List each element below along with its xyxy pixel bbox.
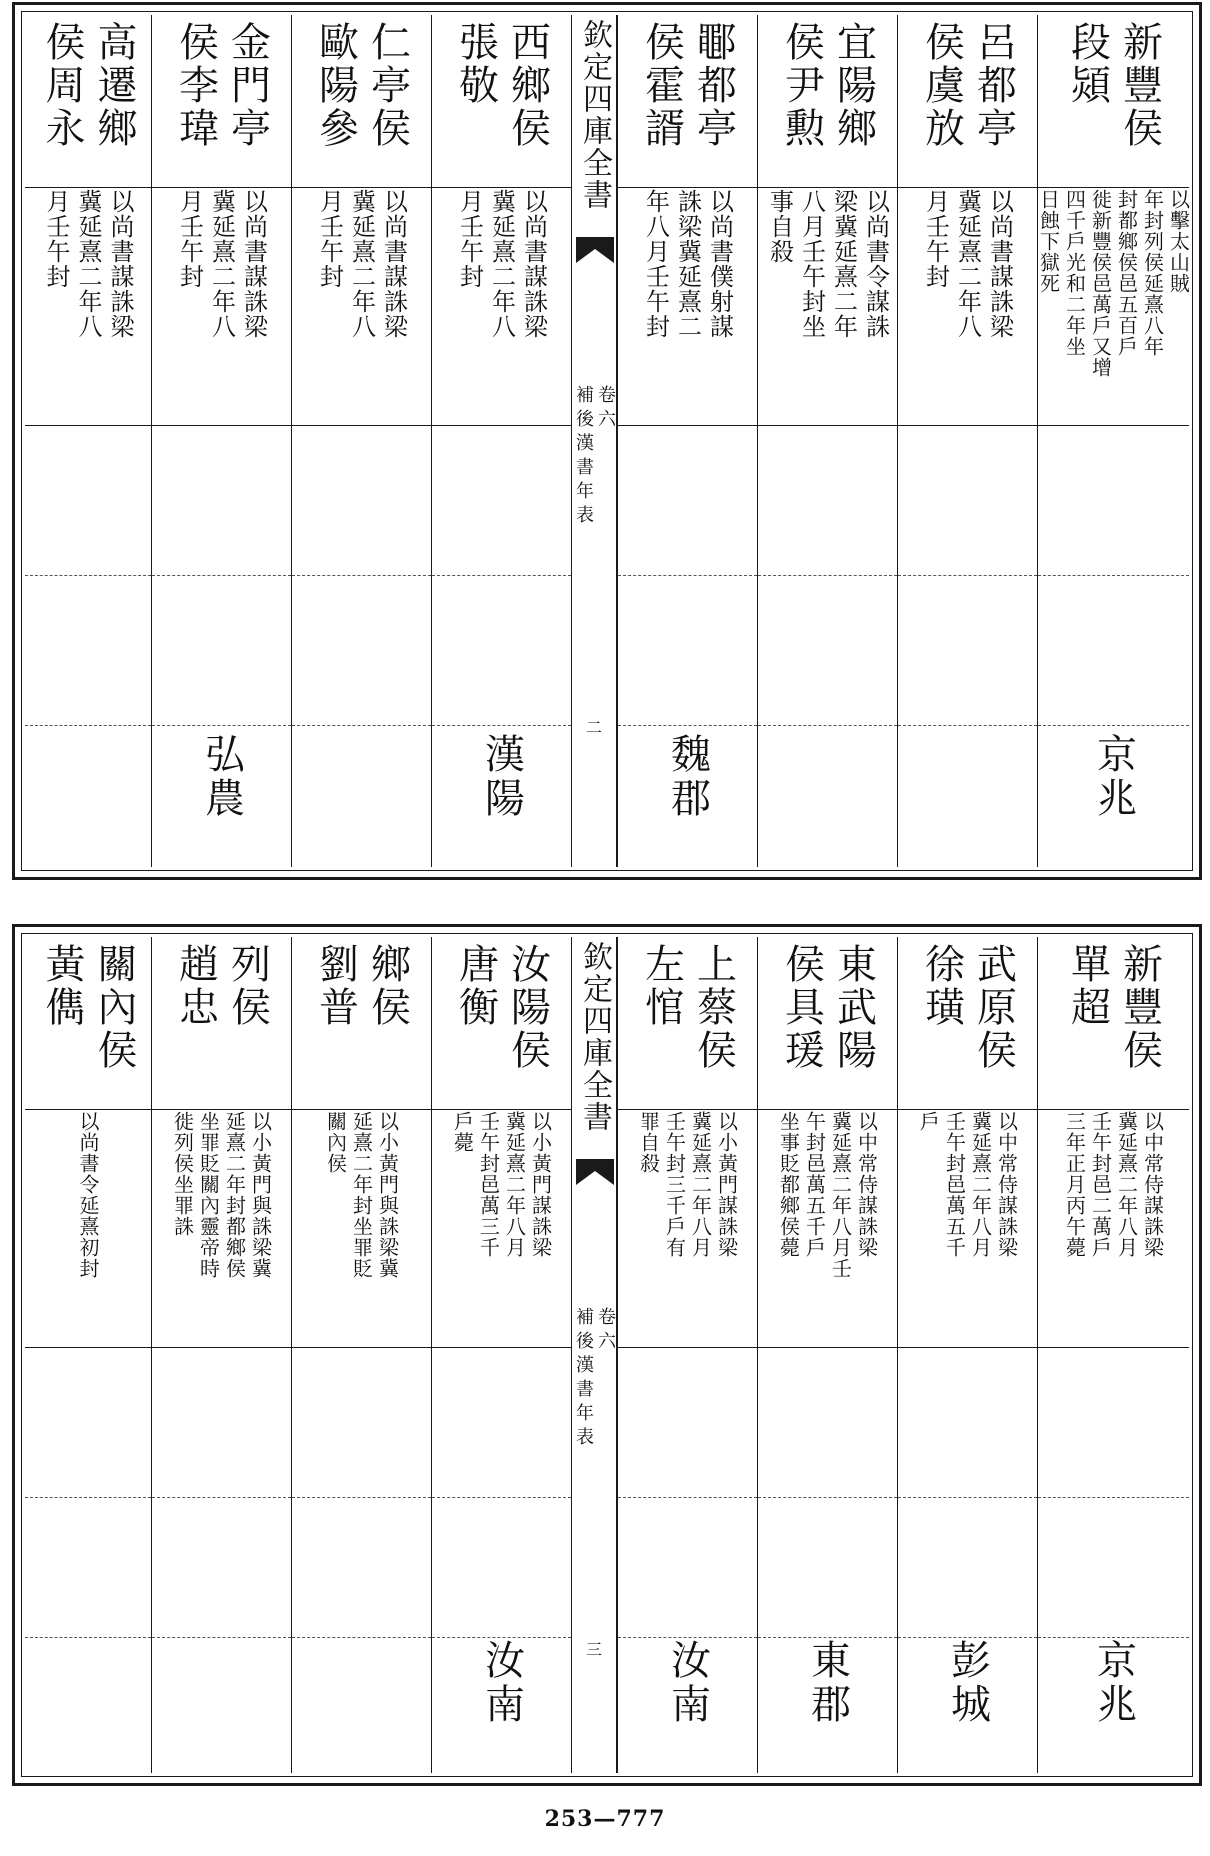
commandery-label: 魏郡: [664, 733, 711, 821]
title-line: 上蔡侯: [690, 943, 737, 1072]
note-line: 日蝕下獄死: [1036, 189, 1061, 294]
note-line: 冀延熹二年八月: [502, 1111, 527, 1258]
note-line: 月壬午封: [42, 189, 70, 289]
note-line: 戶: [916, 1111, 941, 1132]
enfeoffment-note: [764, 1111, 891, 1361]
title-line: 武原侯: [970, 943, 1017, 1072]
title-line: 侯霍諝: [638, 21, 685, 150]
row-divider: [25, 187, 151, 188]
fishtail-mark-icon: [576, 237, 614, 265]
table-column: [1037, 15, 1189, 867]
table-column: [25, 15, 151, 867]
note-line: 冀延熹二年八: [207, 189, 236, 339]
table-column: [291, 937, 431, 1773]
row-divider: [898, 1109, 1037, 1110]
marquis-title: [622, 21, 753, 181]
title-line: 仁亭侯: [364, 21, 411, 150]
note-line: 以尚書僕射謀: [705, 189, 734, 339]
table-column: [431, 937, 571, 1773]
note-line: 冀延熹二年八: [347, 189, 376, 339]
commandery-label: 汝南: [478, 1639, 525, 1727]
note-line: 月壬午封: [921, 189, 950, 289]
enfeoffment-note: [624, 189, 751, 439]
title-line: 新豐侯: [1116, 943, 1163, 1072]
row-divider: [432, 725, 571, 726]
row-divider: [292, 725, 431, 726]
row-divider: [618, 425, 757, 426]
row-divider: [25, 425, 151, 426]
row-divider: [1038, 725, 1189, 726]
table-column: [1037, 937, 1189, 1773]
row-divider: [1038, 425, 1189, 426]
row-divider: [432, 1347, 571, 1348]
enfeoffment-note: [1036, 189, 1191, 379]
center-gutter: [571, 937, 617, 1773]
marquis-title: [29, 943, 147, 1103]
title-line: 列侯: [224, 943, 271, 1029]
title-line: 呂都亭: [970, 21, 1017, 150]
marquis-title: [436, 21, 567, 181]
note-line: 梁冀延熹二年: [829, 189, 858, 339]
note-line: 延熹二年封都鄉侯: [222, 1111, 247, 1279]
title-line: 唐衡: [452, 943, 499, 1029]
title-line: 段熲: [1064, 21, 1111, 107]
note-line: 坐事貶都鄉侯薨: [776, 1111, 801, 1258]
title-line: 金門亭: [224, 21, 271, 150]
note-line: 壬午封三千戶有: [662, 1111, 687, 1258]
note-line: 冀延熹二年八月: [688, 1111, 713, 1258]
title-line: 張敬: [452, 21, 499, 107]
table-column: [617, 937, 757, 1773]
row-divider: [898, 1347, 1037, 1348]
row-divider: [1038, 1497, 1189, 1498]
row-divider: [618, 1347, 757, 1348]
note-line: 徙新豐侯邑萬戶又增: [1088, 189, 1113, 378]
page-footer-number: 253—777: [544, 1806, 666, 1832]
row-divider: [432, 425, 571, 426]
table-column: [151, 15, 291, 867]
note-line: 午封邑萬五千戶: [802, 1111, 827, 1258]
row-divider: [152, 725, 291, 726]
commandery-label: 彭城: [944, 1639, 991, 1727]
table-column: [291, 15, 431, 867]
row-divider: [292, 1347, 431, 1348]
title-line: 鄳都亭: [690, 21, 737, 150]
row-divider: [432, 575, 571, 576]
row-divider: [898, 1497, 1037, 1498]
enfeoffment-note: [438, 189, 565, 439]
row-divider: [758, 1637, 897, 1638]
enfeoffment-note: [438, 1111, 565, 1361]
commandery-label: 京兆: [1090, 1639, 1137, 1727]
table-column: [151, 937, 291, 1773]
note-line: 冀延熹二年八: [74, 189, 102, 339]
row-divider: [758, 1497, 897, 1498]
row-divider: [618, 575, 757, 576]
note-line: 月壬午封: [455, 189, 484, 289]
note-line: 月壬午封: [175, 189, 204, 289]
note-line: 以尚書謀誅梁: [985, 189, 1014, 339]
title-line: 趙忠: [172, 943, 219, 1029]
note-line: 事自殺: [765, 189, 794, 264]
row-divider: [618, 187, 757, 188]
page-top: [12, 2, 1202, 880]
row-divider: [152, 1637, 291, 1638]
note-line: 以尚書謀誅梁: [106, 189, 134, 339]
note-line: 以尚書令謀誅: [861, 189, 890, 339]
title-line: 單超: [1064, 943, 1111, 1029]
note-line: 壬午封邑二萬戶: [1088, 1111, 1113, 1258]
enfeoffment-note: [764, 189, 891, 439]
table-column: [897, 15, 1037, 867]
table-column: [757, 937, 897, 1773]
marquis-title: [29, 21, 147, 181]
marquis-title: [1042, 943, 1185, 1103]
page-bottom-inner: [25, 937, 1189, 1773]
row-divider: [1038, 1347, 1189, 1348]
note-line: 以小黃門謀誅梁: [528, 1111, 553, 1258]
row-divider: [1038, 187, 1189, 188]
title-line: 鄉侯: [364, 943, 411, 1029]
row-divider: [758, 187, 897, 188]
row-divider: [758, 1347, 897, 1348]
note-line: 以尚書謀誅梁: [379, 189, 408, 339]
gutter-title: 欽定四庫全書: [577, 941, 612, 1133]
row-divider: [432, 187, 571, 188]
enfeoffment-note: [158, 1111, 285, 1361]
marquis-title: [622, 943, 753, 1103]
table-column: [617, 15, 757, 867]
row-divider: [618, 1637, 757, 1638]
title-line: 汝陽侯: [504, 943, 551, 1072]
note-line: 以小黃門與誅梁冀: [248, 1111, 273, 1279]
marquis-title: [436, 943, 567, 1103]
row-divider: [898, 725, 1037, 726]
row-divider: [292, 575, 431, 576]
commandery-label: 汝南: [664, 1639, 711, 1727]
marquis-title: [296, 21, 427, 181]
marquis-title: [902, 21, 1033, 181]
marquis-title: [1042, 21, 1185, 181]
row-divider: [292, 1497, 431, 1498]
row-divider: [152, 425, 291, 426]
note-line: 冀延熹二年八: [487, 189, 516, 339]
note-line: 戶薨: [450, 1111, 475, 1153]
commandery-label: 弘農: [198, 733, 245, 821]
marquis-title: [762, 943, 893, 1103]
title-line: 宜陽鄉: [830, 21, 877, 150]
row-divider: [25, 1109, 151, 1110]
note-line: 延熹二年封坐罪貶: [349, 1111, 374, 1279]
gutter-page-number: 二: [585, 718, 602, 737]
note-line: 冀延熹二年八月壬: [828, 1111, 853, 1279]
table-column: [897, 937, 1037, 1773]
page-top-inner: [25, 15, 1189, 867]
fishtail-mark-icon: [576, 1159, 614, 1187]
enfeoffment-note: [31, 189, 145, 439]
row-divider: [432, 1109, 571, 1110]
note-line: 以中常侍謀誅梁: [1140, 1111, 1165, 1258]
row-divider: [152, 575, 291, 576]
note-line: 月壬午封: [315, 189, 344, 289]
row-divider: [152, 187, 291, 188]
row-divider: [618, 1497, 757, 1498]
title-line: 侯虞放: [918, 21, 965, 150]
note-line: 壬午封邑萬五千: [942, 1111, 967, 1258]
note-line: 以小黃門與誅梁冀: [375, 1111, 400, 1279]
title-line: 侯尹勲: [778, 21, 825, 150]
enfeoffment-note: [904, 189, 1031, 439]
enfeoffment-note: [298, 189, 425, 439]
marquis-title: [156, 943, 287, 1103]
gutter-page-number: 三: [585, 1640, 602, 1659]
row-divider: [152, 1347, 291, 1348]
note-line: 冀延熹二年八: [953, 189, 982, 339]
row-divider: [618, 725, 757, 726]
note-line: 八月壬午封坐: [797, 189, 826, 339]
note-line: 冀延熹二年八月: [1114, 1111, 1139, 1258]
note-line: 年封列侯延熹八年: [1140, 189, 1165, 357]
title-line: 西鄉侯: [504, 21, 551, 150]
row-divider: [292, 187, 431, 188]
row-divider: [432, 1497, 571, 1498]
gutter-subtitle: 補後漢書年表 卷六: [573, 1307, 616, 1451]
row-divider: [292, 1637, 431, 1638]
note-line: 以尚書謀誅梁: [519, 189, 548, 339]
title-line: 徐璜: [918, 943, 965, 1029]
row-divider: [1038, 1637, 1189, 1638]
row-divider: [758, 725, 897, 726]
title-line: 侯周永: [39, 21, 85, 150]
table-column: [431, 15, 571, 867]
row-divider: [898, 187, 1037, 188]
row-divider: [758, 1109, 897, 1110]
marquis-title: [762, 21, 893, 181]
row-divider: [758, 575, 897, 576]
title-line: 歐陽參: [312, 21, 359, 150]
row-divider: [25, 725, 151, 726]
enfeoffment-note: [158, 189, 285, 439]
row-divider: [758, 425, 897, 426]
note-line: 年八月壬午封: [641, 189, 670, 339]
note-line: 壬午封邑萬三千: [476, 1111, 501, 1258]
row-divider: [898, 1637, 1037, 1638]
table-column: [25, 937, 151, 1773]
enfeoffment-note: [624, 1111, 751, 1361]
note-line: 罪自殺: [636, 1111, 661, 1174]
note-line: 坐罪貶關內靈帝時: [196, 1111, 221, 1279]
note-line: 關內侯: [323, 1111, 348, 1174]
gutter-title: 欽定四庫全書: [577, 19, 612, 211]
enfeoffment-note: [904, 1111, 1031, 1361]
title-line: 侯具瑗: [778, 943, 825, 1072]
note-line: 以擊太山賊: [1166, 189, 1191, 294]
row-divider: [292, 425, 431, 426]
row-divider: [898, 425, 1037, 426]
title-line: 黃儁: [39, 943, 85, 1029]
table-column: [757, 15, 897, 867]
row-divider: [152, 1109, 291, 1110]
row-divider: [618, 1109, 757, 1110]
enfeoffment-note: [298, 1111, 425, 1361]
title-line: 高遷鄉: [91, 21, 137, 150]
note-line: 三年正月丙午薨: [1062, 1111, 1087, 1258]
title-line: 劉普: [312, 943, 359, 1029]
note-line: 以中常侍謀誅梁: [854, 1111, 879, 1258]
row-divider: [1038, 575, 1189, 576]
title-line: 左悺: [638, 943, 685, 1029]
title-line: 新豐侯: [1116, 21, 1163, 150]
note-line: 以尚書謀誅梁: [239, 189, 268, 339]
marquis-title: [156, 21, 287, 181]
row-divider: [25, 1497, 151, 1498]
row-divider: [292, 1109, 431, 1110]
commandery-label: 東郡: [804, 1639, 851, 1727]
marquis-title: [902, 943, 1033, 1103]
page-bottom: [12, 924, 1202, 1786]
center-gutter: [571, 15, 617, 867]
note-line: 徙列侯坐罪誅: [170, 1111, 195, 1237]
row-divider: [25, 1637, 151, 1638]
note-line: 誅梁冀延熹二: [673, 189, 702, 339]
row-divider: [25, 575, 151, 576]
enfeoffment-note: [31, 1111, 145, 1361]
gutter-subtitle: 補後漢書年表 卷六: [573, 385, 616, 529]
note-line: 以中常侍謀誅梁: [994, 1111, 1019, 1258]
note-line: 冀延熹二年八月: [968, 1111, 993, 1258]
enfeoffment-note: [1044, 1111, 1183, 1361]
note-line: 以小黃門謀誅梁: [714, 1111, 739, 1258]
row-divider: [1038, 1109, 1189, 1110]
title-line: 東武陽: [830, 943, 877, 1072]
note-line: 以尚書令延熹初封: [76, 1111, 100, 1279]
note-line: 四千戶光和二年坐: [1062, 189, 1087, 357]
marquis-title: [296, 943, 427, 1103]
title-line: 侯李瑋: [172, 21, 219, 150]
commandery-label: 京兆: [1090, 733, 1137, 821]
row-divider: [152, 1497, 291, 1498]
commandery-label: 漢陽: [478, 733, 525, 821]
row-divider: [898, 575, 1037, 576]
row-divider: [432, 1637, 571, 1638]
title-line: 關內侯: [91, 943, 137, 1072]
row-divider: [25, 1347, 151, 1348]
note-line: 封都鄉侯邑五百戶: [1114, 189, 1139, 357]
